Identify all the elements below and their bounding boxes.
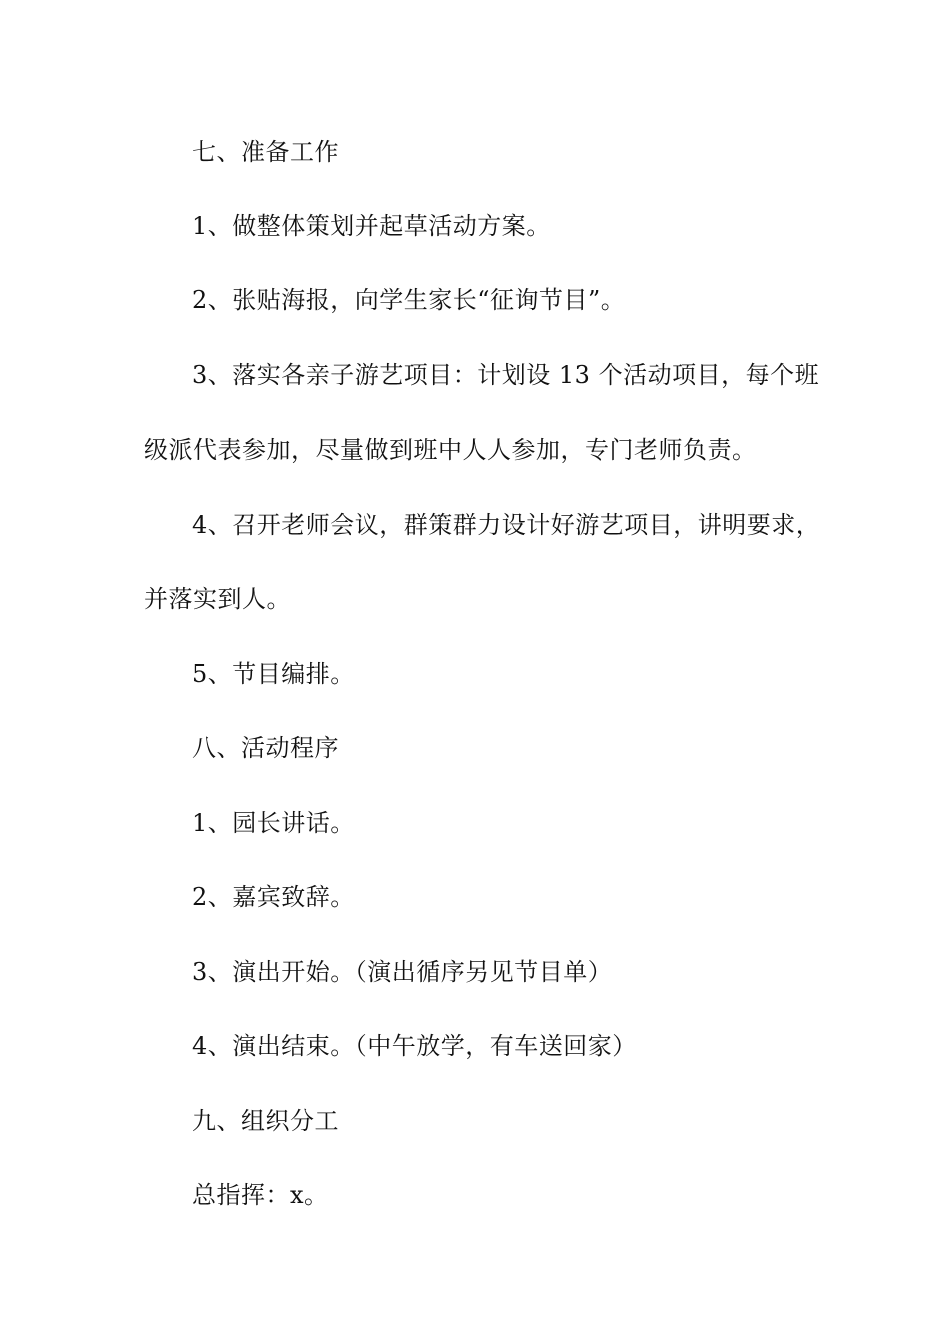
section-heading-preparation: 七、准备工作 [192, 138, 339, 166]
paragraph-line: 并落实到人。 [144, 585, 291, 613]
paragraph-line: 4、演出结束。（中午放学，有车送回家） [192, 1032, 637, 1060]
paragraph-line: 2、嘉宾致辞。 [192, 883, 355, 911]
section-heading-procedure: 八、活动程序 [192, 734, 339, 762]
paragraph-line: 1、做整体策划并起草活动方案。 [192, 212, 551, 240]
paragraph-line: 级派代表参加，尽量做到班中人人参加，专门老师负责。 [144, 436, 757, 464]
paragraph-line: 2、张贴海报，向学生家长“征询节目”。 [192, 286, 626, 314]
paragraph-line: 5、节目编排。 [192, 660, 355, 688]
paragraph-line: 4、召开老师会议，群策群力设计好游艺项目，讲明要求， [192, 511, 821, 539]
section-heading-organization: 九、组织分工 [192, 1107, 339, 1135]
paragraph-line: 3、演出开始。（演出循序另见节目单） [192, 958, 613, 986]
paragraph-line: 1、园长讲话。 [192, 809, 355, 837]
paragraph-line: 总指挥：x。 [192, 1181, 329, 1209]
paragraph-line: 3、落实各亲子游艺项目：计划设 13 个活动项目，每个班 [192, 361, 820, 389]
